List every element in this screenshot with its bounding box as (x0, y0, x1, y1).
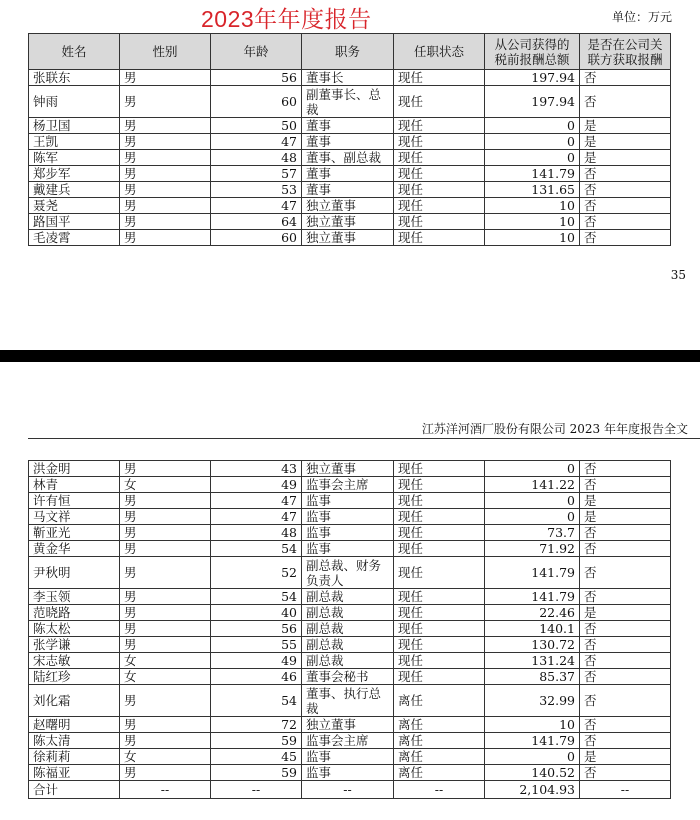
cell-pay: 140.1 (485, 621, 580, 637)
cell-name: 宋志敏 (29, 653, 120, 669)
cell-role: 副总裁 (302, 653, 394, 669)
cell-name: 刘化霜 (29, 685, 120, 717)
cell-status: 离任 (394, 765, 485, 781)
table-row (29, 557, 671, 589)
cell-related: 是 (580, 509, 671, 525)
cell-status: 离任 (394, 749, 485, 765)
cell-gender: 男 (120, 733, 211, 749)
cell-age: 60 (211, 230, 302, 246)
cell-name: 路国平 (29, 214, 120, 230)
cell-gender: 男 (120, 198, 211, 214)
cell-role: 董事 (302, 182, 394, 198)
table-row (29, 134, 671, 150)
cell-pay: 85.37 (485, 669, 580, 685)
cell-age: 47 (211, 134, 302, 150)
cell-age: 40 (211, 605, 302, 621)
cell-age: 55 (211, 637, 302, 653)
cell-name: 戴建兵 (29, 182, 120, 198)
cell-age: 46 (211, 669, 302, 685)
cell-age: 49 (211, 477, 302, 493)
cell-related: 否 (580, 733, 671, 749)
cell-role: 董事长 (302, 70, 394, 86)
cell-pay: 10 (485, 198, 580, 214)
table-row (29, 749, 671, 765)
cell-role: 董事 (302, 166, 394, 182)
col-header-pay: 从公司获得的税前报酬总额 (485, 34, 580, 70)
cell-age: 47 (211, 493, 302, 509)
cell-age: 54 (211, 685, 302, 717)
cell-status: 离任 (394, 717, 485, 733)
cell-name: 靳亚光 (29, 525, 120, 541)
cell-status: 现任 (394, 70, 485, 86)
cell-name: 范晓路 (29, 605, 120, 621)
cell-name: 毛凌霄 (29, 230, 120, 246)
cell-pay: 10 (485, 214, 580, 230)
cell-related: 是 (580, 605, 671, 621)
cell-related: 否 (580, 669, 671, 685)
cell-role: 监事会主席 (302, 733, 394, 749)
cell-name: 马文祥 (29, 509, 120, 525)
cell-related: 否 (580, 230, 671, 246)
cell-pay: 73.7 (485, 525, 580, 541)
cell-related: 是 (580, 150, 671, 166)
cell-pay: 0 (485, 134, 580, 150)
cell-related: 否 (580, 182, 671, 198)
cell-age: 52 (211, 557, 302, 589)
cell-name: 聂尧 (29, 198, 120, 214)
cell-pay: 197.94 (485, 70, 580, 86)
cell-related: 否 (580, 653, 671, 669)
cell-related: 否 (580, 765, 671, 781)
cell-age: 47 (211, 198, 302, 214)
cell-status: 现任 (394, 118, 485, 134)
cell-age: 60 (211, 86, 302, 118)
cell-related: 否 (580, 621, 671, 637)
table-row (29, 198, 671, 214)
cell-gender: 男 (120, 541, 211, 557)
cell-related: 否 (580, 685, 671, 717)
cell-related: 是 (580, 118, 671, 134)
cell-name: 徐莉莉 (29, 749, 120, 765)
cell-name: 陈太清 (29, 733, 120, 749)
cell-role: 监事会主席 (302, 477, 394, 493)
cell-gender: 男 (120, 557, 211, 589)
cell-role: 董事、副总裁 (302, 150, 394, 166)
cell-pay: 0 (485, 461, 580, 477)
cell-related: 否 (580, 86, 671, 118)
page2-running-header: 江苏洋河酒厂股份有限公司 2023 年年度报告全文 (421, 422, 688, 436)
table-row (29, 653, 671, 669)
cell-status: 现任 (394, 461, 485, 477)
cell-related: 否 (580, 525, 671, 541)
cell-gender: 男 (120, 717, 211, 733)
cell-pay: 0 (485, 118, 580, 134)
table-row (29, 461, 671, 477)
cell-name: 郑步军 (29, 166, 120, 182)
cell-role: 副总裁 (302, 589, 394, 605)
table-row (29, 621, 671, 637)
cell-pay: 197.94 (485, 86, 580, 118)
cell-role: 副总裁 (302, 605, 394, 621)
table-row (29, 765, 671, 781)
table-row (29, 86, 671, 118)
cell-gender: 男 (120, 461, 211, 477)
table-row (29, 605, 671, 621)
cell-status: 现任 (394, 86, 485, 118)
cell-age: 50 (211, 118, 302, 134)
cell-gender: 男 (120, 637, 211, 653)
cell-gender: 男 (120, 509, 211, 525)
cell-pay: 10 (485, 230, 580, 246)
cell-pay: 141.22 (485, 477, 580, 493)
cell-related: 否 (580, 461, 671, 477)
cell-gender: 男 (120, 86, 211, 118)
cell-related: 否 (580, 477, 671, 493)
cell-age: 48 (211, 525, 302, 541)
cell-age: 56 (211, 70, 302, 86)
col-header-status: 任职状态 (394, 34, 485, 70)
cell-gender: 男 (120, 118, 211, 134)
cell-related: 否 (580, 637, 671, 653)
cell-pay: 0 (485, 509, 580, 525)
table-row (29, 541, 671, 557)
cell-gender: 男 (120, 765, 211, 781)
cell-gender: 女 (120, 669, 211, 685)
cell-related: 否 (580, 214, 671, 230)
cell-status: 现任 (394, 230, 485, 246)
total-age: -- (211, 781, 302, 799)
table-row (29, 589, 671, 605)
cell-age: 54 (211, 589, 302, 605)
cell-age: 57 (211, 166, 302, 182)
cell-status: 现任 (394, 669, 485, 685)
cell-role: 监事 (302, 541, 394, 557)
cell-gender: 男 (120, 150, 211, 166)
cell-gender: 男 (120, 605, 211, 621)
table-row (29, 118, 671, 134)
cell-status: 现任 (394, 509, 485, 525)
cell-age: 47 (211, 509, 302, 525)
cell-status: 现任 (394, 477, 485, 493)
cell-name: 李玉领 (29, 589, 120, 605)
cell-gender: 女 (120, 653, 211, 669)
cell-related: 否 (580, 70, 671, 86)
cell-status: 现任 (394, 182, 485, 198)
cell-status: 现任 (394, 134, 485, 150)
cell-age: 43 (211, 461, 302, 477)
cell-age: 56 (211, 621, 302, 637)
cell-gender: 男 (120, 525, 211, 541)
cell-gender: 男 (120, 493, 211, 509)
total-gender: -- (120, 781, 211, 799)
cell-status: 现任 (394, 493, 485, 509)
report-title: 2023年年度报告 (201, 6, 372, 32)
cell-pay: 71.92 (485, 541, 580, 557)
col-header-age: 年龄 (211, 34, 302, 70)
col-header-name: 姓名 (29, 34, 120, 70)
compensation-table-page1 (28, 33, 671, 246)
cell-gender: 男 (120, 214, 211, 230)
table-row (29, 685, 671, 717)
table-row (29, 493, 671, 509)
cell-pay: 0 (485, 150, 580, 166)
col-header-role: 职务 (302, 34, 394, 70)
cell-pay: 32.99 (485, 685, 580, 717)
cell-name: 陈福亚 (29, 765, 120, 781)
cell-pay: 130.72 (485, 637, 580, 653)
table-body-page1 (29, 70, 671, 246)
cell-role: 董事会秘书 (302, 669, 394, 685)
cell-related: 否 (580, 541, 671, 557)
cell-role: 监事 (302, 493, 394, 509)
cell-status: 现任 (394, 166, 485, 182)
cell-role: 独立董事 (302, 230, 394, 246)
cell-status: 现任 (394, 557, 485, 589)
table-row (29, 669, 671, 685)
table-row (29, 637, 671, 653)
cell-role: 董事 (302, 118, 394, 134)
total-row (29, 781, 671, 799)
cell-age: 64 (211, 214, 302, 230)
cell-pay: 131.65 (485, 182, 580, 198)
total-role: -- (302, 781, 394, 799)
cell-gender: 男 (120, 621, 211, 637)
cell-related: 否 (580, 198, 671, 214)
cell-name: 林青 (29, 477, 120, 493)
table-row (29, 509, 671, 525)
cell-status: 现任 (394, 621, 485, 637)
cell-pay: 140.52 (485, 765, 580, 781)
cell-name: 黄金华 (29, 541, 120, 557)
cell-role: 监事 (302, 525, 394, 541)
cell-name: 陆红珍 (29, 669, 120, 685)
cell-age: 45 (211, 749, 302, 765)
cell-name: 尹秋明 (29, 557, 120, 589)
cell-role: 监事 (302, 765, 394, 781)
cell-status: 现任 (394, 214, 485, 230)
cell-gender: 男 (120, 182, 211, 198)
cell-name: 张联东 (29, 70, 120, 86)
cell-related: 否 (580, 557, 671, 589)
cell-pay: 141.79 (485, 589, 580, 605)
cell-status: 离任 (394, 685, 485, 717)
cell-name: 杨卫国 (29, 118, 120, 134)
cell-gender: 男 (120, 685, 211, 717)
cell-age: 59 (211, 733, 302, 749)
cell-role: 董事、执行总裁 (302, 685, 394, 717)
table-row (29, 525, 671, 541)
cell-role: 独立董事 (302, 198, 394, 214)
cell-status: 现任 (394, 605, 485, 621)
cell-status: 现任 (394, 525, 485, 541)
total-pay: 2,104.93 (485, 781, 580, 799)
cell-age: 72 (211, 717, 302, 733)
cell-name: 陈军 (29, 150, 120, 166)
cell-name: 王凯 (29, 134, 120, 150)
cell-age: 59 (211, 765, 302, 781)
table-row (29, 150, 671, 166)
cell-age: 54 (211, 541, 302, 557)
col-header-gender: 性别 (120, 34, 211, 70)
cell-role: 独立董事 (302, 717, 394, 733)
cell-role: 副总裁 (302, 621, 394, 637)
cell-pay: 10 (485, 717, 580, 733)
cell-role: 副总裁 (302, 637, 394, 653)
table-row (29, 477, 671, 493)
table-row (29, 166, 671, 182)
cell-pay: 0 (485, 493, 580, 509)
cell-related: 是 (580, 493, 671, 509)
table-row (29, 70, 671, 86)
cell-age: 53 (211, 182, 302, 198)
cell-gender: 男 (120, 166, 211, 182)
cell-name: 钟雨 (29, 86, 120, 118)
cell-related: 否 (580, 589, 671, 605)
compensation-table-page2 (28, 460, 671, 799)
cell-related: 是 (580, 749, 671, 765)
cell-role: 独立董事 (302, 214, 394, 230)
cell-name: 赵曙明 (29, 717, 120, 733)
cell-name: 张学谦 (29, 637, 120, 653)
cell-pay: 0 (485, 749, 580, 765)
cell-age: 49 (211, 653, 302, 669)
cell-gender: 男 (120, 230, 211, 246)
table-row (29, 717, 671, 733)
page-divider (0, 350, 700, 362)
table-row (29, 230, 671, 246)
cell-role: 副总裁、财务负责人 (302, 557, 394, 589)
cell-status: 现任 (394, 150, 485, 166)
cell-pay: 22.46 (485, 605, 580, 621)
cell-related: 是 (580, 134, 671, 150)
cell-status: 现任 (394, 589, 485, 605)
cell-pay: 141.79 (485, 166, 580, 182)
cell-role: 监事 (302, 749, 394, 765)
total-related: -- (580, 781, 671, 799)
total-status: -- (394, 781, 485, 799)
cell-name: 洪金明 (29, 461, 120, 477)
cell-role: 独立董事 (302, 461, 394, 477)
cell-gender: 男 (120, 70, 211, 86)
page-number: 35 (670, 268, 686, 282)
cell-status: 现任 (394, 541, 485, 557)
cell-name: 陈太松 (29, 621, 120, 637)
header-rule (28, 438, 700, 439)
cell-gender: 男 (120, 589, 211, 605)
unit-label: 单位：万元 (612, 10, 673, 24)
cell-pay: 141.79 (485, 733, 580, 749)
col-header-related: 是否在公司关联方获取报酬 (580, 34, 671, 70)
cell-age: 48 (211, 150, 302, 166)
table-row (29, 733, 671, 749)
table-body-page2 (29, 461, 671, 799)
cell-related: 否 (580, 717, 671, 733)
cell-pay: 141.79 (485, 557, 580, 589)
cell-status: 离任 (394, 733, 485, 749)
cell-status: 现任 (394, 198, 485, 214)
cell-name: 许有恒 (29, 493, 120, 509)
table-row (29, 182, 671, 198)
cell-role: 董事 (302, 134, 394, 150)
cell-pay: 131.24 (485, 653, 580, 669)
table-row (29, 214, 671, 230)
total-label: 合计 (29, 781, 120, 799)
cell-gender: 女 (120, 749, 211, 765)
cell-related: 否 (580, 166, 671, 182)
cell-role: 副董事长、总裁 (302, 86, 394, 118)
cell-status: 现任 (394, 653, 485, 669)
cell-status: 现任 (394, 637, 485, 653)
cell-gender: 男 (120, 134, 211, 150)
cell-gender: 女 (120, 477, 211, 493)
cell-role: 监事 (302, 509, 394, 525)
